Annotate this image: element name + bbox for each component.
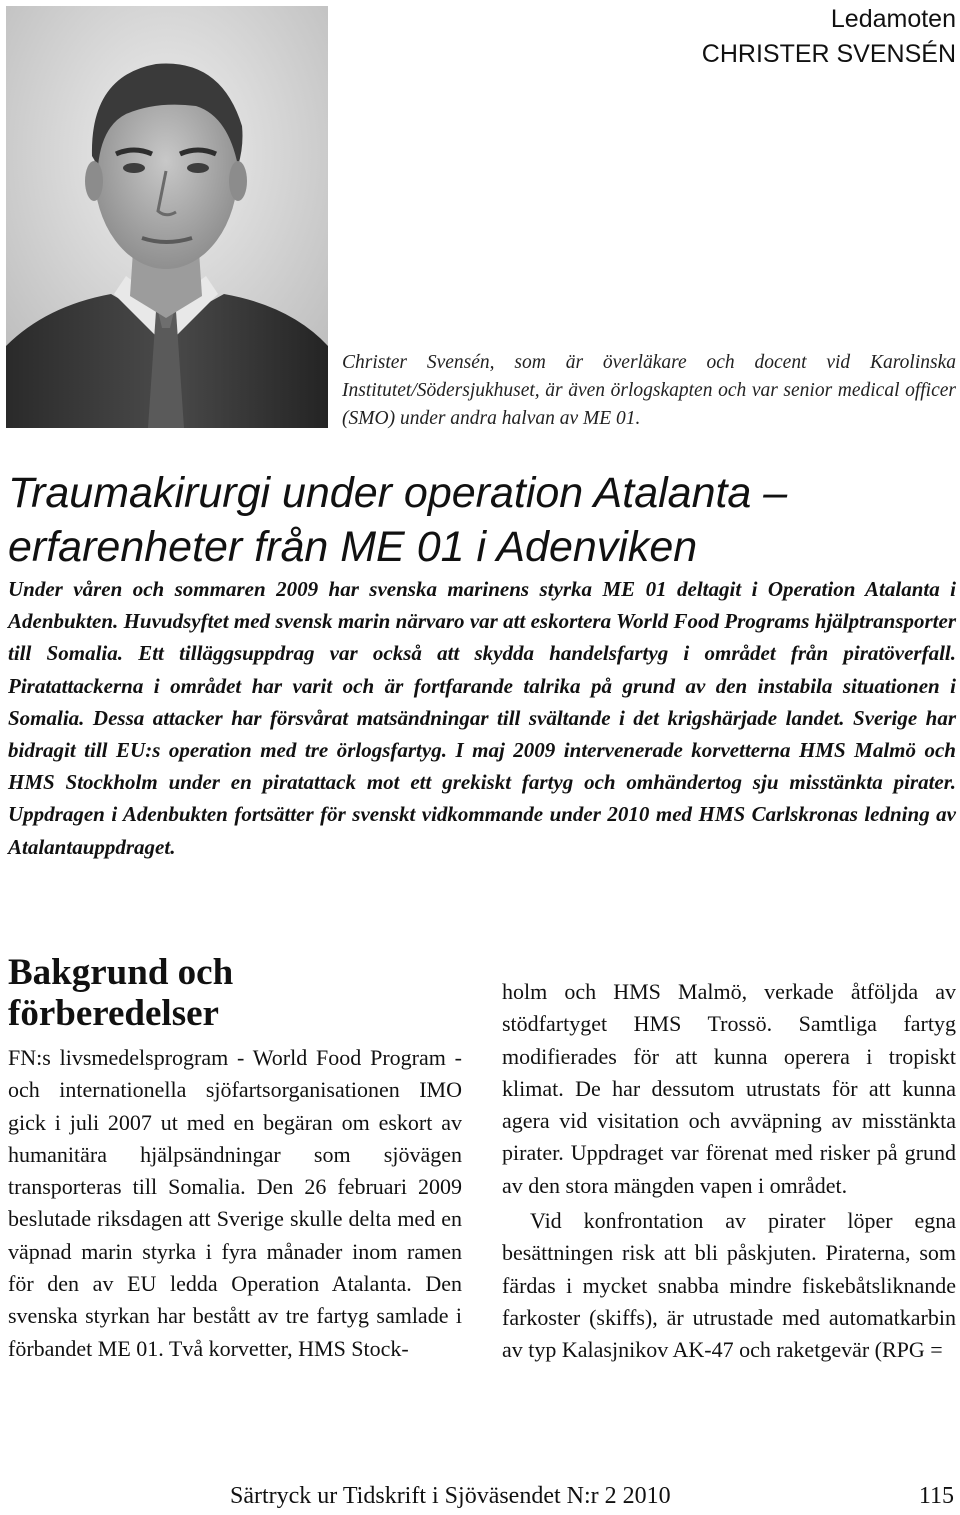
body-paragraph: Vid konfrontation av pirater löper egna besättningen risk att bli påskjuten. Piraterna, som färdas i mycket snabba mindre fiskebåtsliknande farkoster (skiffs), är utrustade med automatkarbin av typ Kalasjnikov AK-47 och raketgevär (RPG = <box>502 1208 956 1363</box>
page-number: 115 <box>918 1483 954 1509</box>
article-title-line-2: erfarenheter från ME 01 i Adenviken <box>8 523 698 571</box>
author-name: CHRISTER SVENSÉN <box>701 40 956 68</box>
author-label <box>702 2 956 72</box>
section-heading <box>8 952 462 1034</box>
article-lead: Under våren och sommaren 2009 har svenska marinens styrka ME 01 deltagit i Operation Atalanta i Adenbukten. Huvudsyftet med svensk marin närvaro var att eskortera World Food Programs hjälptransporter till Somalia. Ett tilläggsuppdrag var också att skydda handelsfartyg i området från piratöverfall. Piratattackerna i området har varit och är fortfarande talrika på grund av den instabila situationen i Somalia. Dessa attacker har försvårat matsändningar till svältande i det krigshärjade landet. Sverige har bidragit till EU:s operation med tre örlogsfartyg. I maj 2009 intervenerade korvetterna HMS Malmö och HMS Stockholm under en piratattack mot ett grekiskt fartyg och omhändertog sju misstänkta pirater. Uppdragen i Adenbukten fortsätter för svenskt vidkommande under 2010 med HMS Carlskronas ledning av Atalantauppdraget. <box>8 577 956 859</box>
article-title-line-1: Traumakirurgi under operation Atalanta – <box>8 469 788 517</box>
footer-publication: Särtryck ur Tidskrift i Sjöväsendet N:r 2 2010 <box>230 1483 671 1509</box>
section-heading-line-2: förberedelser <box>8 993 219 1034</box>
section-heading-line-1: Bakgrund och <box>8 952 234 993</box>
author-portrait-photo <box>6 6 328 428</box>
body-paragraph: holm och HMS Malmö, verkade åtföljda av stödfartyget HMS Trossö. Samtliga fartyg modifierades för att kunna operera i tropiskt klimat. De har dessutom utrustats för att kunna agera vid visitation och avväpning av misstänkta pirater. Uppdraget var förenat med risker på grund av den stora mängden vapen i området. <box>502 979 956 1198</box>
photo-caption: Christer Svensén, som är överläkare och docent vid Karolinska Institutet/Södersjukhuset, är även örlogskapten och var senior medical officer (SMO) under andra halvan av ME 01. <box>342 352 956 429</box>
left-column <box>8 952 462 1365</box>
body-paragraph: FN:s livsmedelsprogram - World Food Program - och internationella sjöfartsorganisationen IMO gick i juli 2007 ut med en begäran om eskort av humanitära hjälpsändningar som sjövägen transporteras till Somalia. Den 26 februari 2009 beslutade riksdagen att Sverige skulle delta med en väpnad marin styrka i fyra månader inom ramen för den av EU ledda Operation Atalanta. Den svenska styrkan har bestått av tre fartyg samlade i förbandet ME 01. Två korvetter, HMS Stock- <box>8 1045 462 1361</box>
right-column <box>502 976 956 1367</box>
article-title <box>8 466 956 574</box>
portrait-image <box>6 6 328 428</box>
author-role: Ledamoten <box>830 5 956 33</box>
